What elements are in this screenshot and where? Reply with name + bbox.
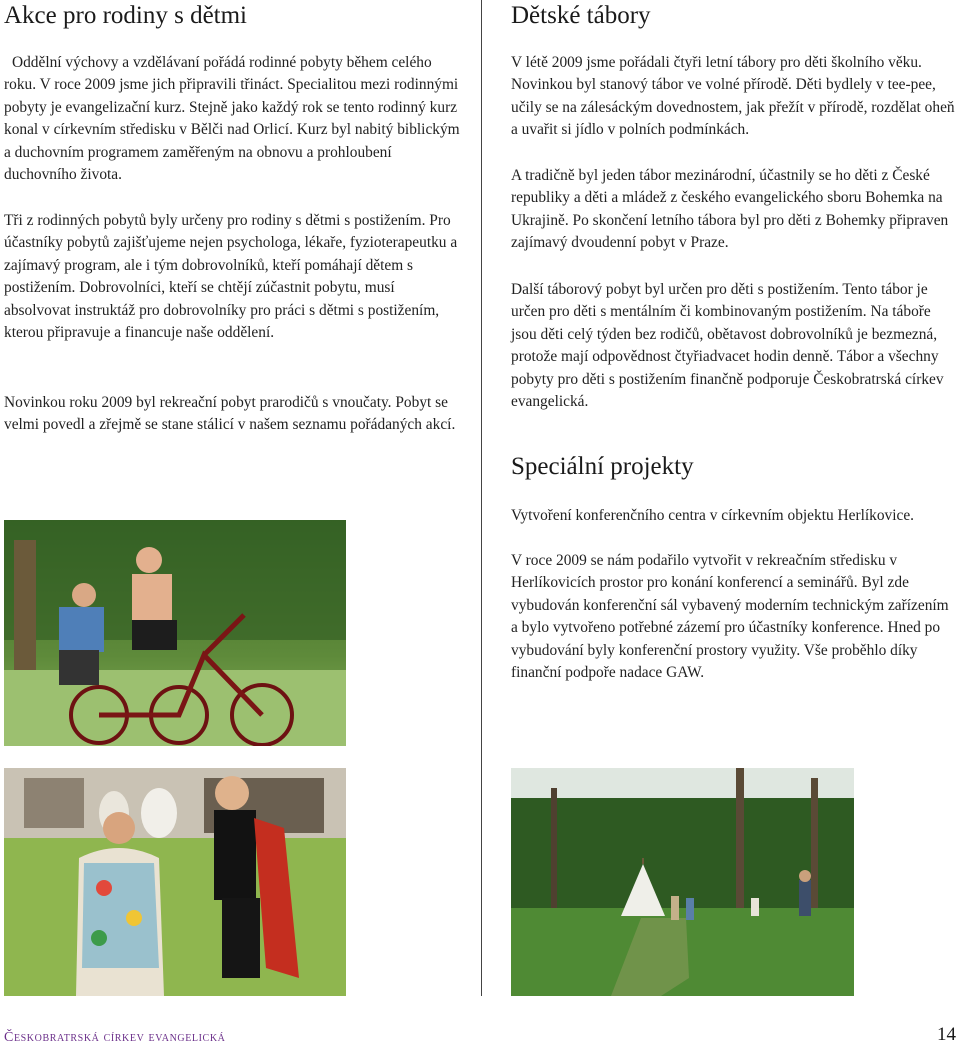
paragraph-family-events-3: Novinkou roku 2009 byl rekreační pobyt prarodičů s vnoučaty. Pobyt se velmi povedl a zřejmě se stane stálicí v našem seznamu pořádaných akcí.: [4, 394, 456, 434]
paragraph-projects-2: V roce 2009 se nám podařilo vytvořit v rekreačním středisku v Herlíkovicích prostor pro konání konferencí a seminářů. Byl zde vybudován konferenční sál vybavený moderním technickým zařízením a bylo vytvořeno potřebné zázemí pro účastníky konference. Hned po vybudování byly konferenční prostory využity. Vše proběhlo díky finanční podpoře nadace GAW.: [511, 552, 949, 682]
paragraph-camps-3: Další táborový pobyt byl určen pro děti s postižením. Tento tábor je určen pro děti s mentálním či kombinovaným postižením. Na táboře jsou děti celý týden bez rodičů, obětavost dobrovolníků je bezmezná, protože mají odpovědnost čtyřiadvacet hodin denně. Tábor a všechny pobyty pro děti s postižením finančně podporuje Českobratrská církev evangelická.: [511, 281, 944, 411]
heading-special-projects: Speciální projekty: [511, 453, 694, 480]
column-divider: [481, 0, 482, 996]
paragraph-family-events-1: Oddělní výchovy a vzdělávaní pořádá rodinné pobyty během celého roku. V roce 2009 jsme jich připravili třináct. Specialitou mezi rodinnými pobyty je evangelizační kurz. Stejně jako každý rok se tento rodinný kurz konal v církevním středisku v Bělči nad Orlicí. Kurz byl nabitý biblickým a duchovním programem zaměřeným na obnovu a prohloubení duchovního života.: [4, 54, 460, 184]
page-number: 14: [937, 1024, 956, 1045]
paragraph-projects-1: Vytvoření konferenčního centra v církevním objektu Herlíkovice.: [511, 507, 915, 524]
heading-family-events: Akce pro rodiny s dětmi: [4, 2, 248, 29]
paragraph-camps-1: V létě 2009 jsme pořádali čtyři letní tábory pro děti školního věku. Novinkou byl stanový tábor ve volné přírodě. Děti bydlely v tee-pee, učily se na zálesáckým dovednostem, jak přežít v přírodě, rozdělat oheň a uvařit si jídlo v polních podmínkách.: [511, 54, 955, 139]
photo-bicycle: [4, 520, 346, 746]
heading-children-camps: Dětské tábory: [511, 2, 651, 29]
paragraph-family-events-2: Tři z rodinných pobytů byly určeny pro rodiny s dětmi s postižením. Pro účastníky pobytů zajišťujeme nejen psychologa, lékaře, fyzioterapeutku a zajímavý program, ale i tým dobrovolníků, kteří pomáhají dětem s postižením. Dobrovolníci, kteří se chtějí zúčastnit pobytu, musí absolvovat instruktáž pro dobrovolníky pro práci s dětmi s postižením, kterou připravuje a financuje naše oddělení.: [4, 212, 458, 342]
photo-teepee-camp: [511, 768, 854, 996]
paragraph-camps-2: A tradičně byl jeden tábor mezinárodní, účastnily se ho děti z České republiky a děti a mládež z českého evangelického sboru Bohemka na Ukrajině. Po skončení letního tábora byl pro děti z Bohemky připraven zajímavý dvoudenní pobyt v Praze.: [511, 167, 949, 252]
footer-publisher: Českobratrská církev evangelická: [4, 1030, 226, 1045]
photo-two-people: [4, 768, 346, 996]
